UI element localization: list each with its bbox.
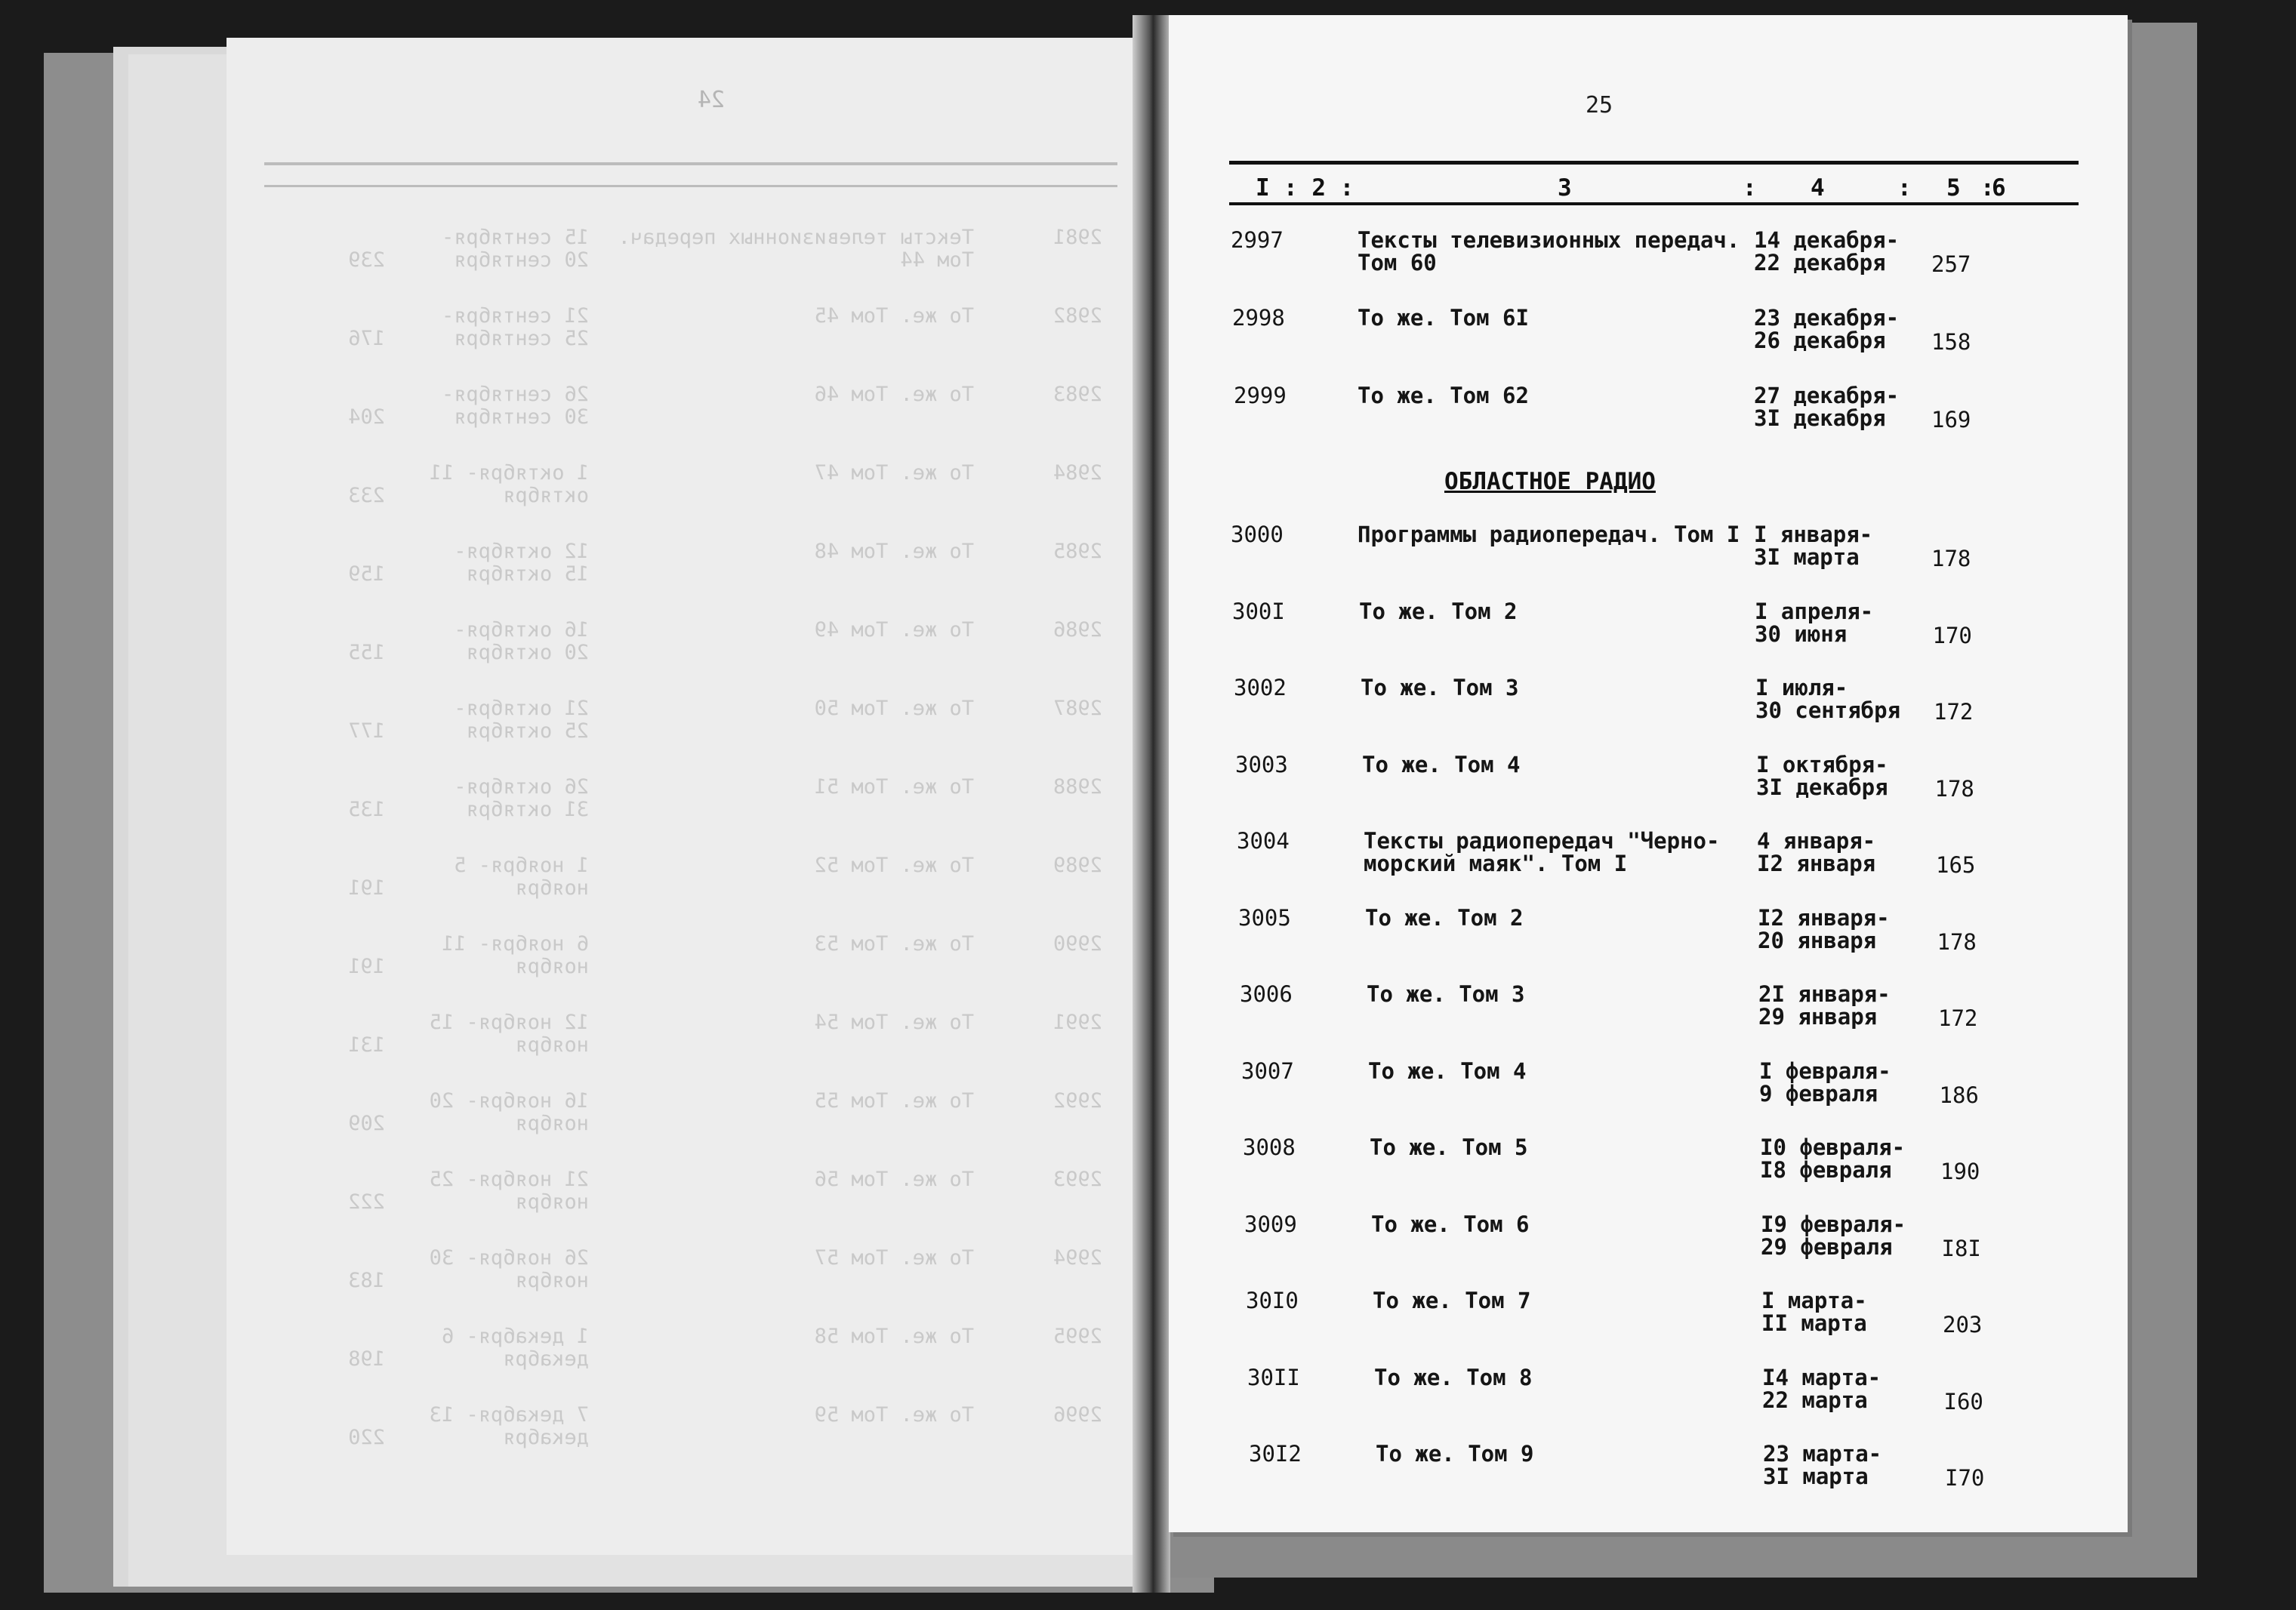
left-row-dates: 12 ноября- 15 ноября: [429, 1011, 589, 1057]
row-dates: I2 января- 20 января: [1758, 904, 1890, 953]
row-dates: I марта- II марта: [1761, 1288, 1867, 1336]
left-row-dates: 16 октября- 20 октября: [454, 618, 589, 664]
left-row-dates: 26 октября- 31 октября: [454, 775, 589, 821]
right-page: [1169, 15, 2128, 1532]
row-title: То же. Том 6I: [1358, 305, 1529, 331]
row-id: 30II: [1247, 1364, 1300, 1390]
row-id: 3006: [1240, 981, 1293, 1007]
row-id: 30I2: [1249, 1441, 1302, 1467]
header-sep-3: :: [1743, 174, 1757, 202]
row-dates: I июля- 30 сентября: [1755, 675, 1901, 723]
left-row-title: То же. Том 49: [814, 618, 974, 642]
book-gutter: [1133, 15, 1170, 1593]
left-row-count: 233: [348, 484, 385, 507]
left-row-id: 2992: [1052, 1089, 1102, 1113]
row-title: То же. Том 9: [1376, 1441, 1534, 1467]
left-row-title: То же. Том 47: [814, 461, 974, 485]
left-row-count: 177: [348, 719, 385, 743]
row-title: То же. Том 4: [1362, 751, 1521, 777]
row-title: То же. Том 4: [1368, 1057, 1527, 1084]
left-row-count: 204: [348, 405, 385, 429]
row-count: 170: [1932, 622, 1972, 648]
left-row-title: То же. Том 59: [814, 1403, 974, 1427]
row-id: 3007: [1241, 1057, 1294, 1084]
left-row-dates: 21 октября- 25 октября: [454, 697, 589, 743]
left-row-id: 2988: [1052, 775, 1102, 799]
left-row-dates: 1 декабря- 6 декабря: [441, 1325, 589, 1371]
left-row-title: То же. Том 51: [814, 775, 974, 799]
left-row-dates: 21 ноября- 25 ноября: [429, 1168, 589, 1214]
row-dates: I0 февраля- I8 февраля: [1760, 1134, 1906, 1183]
left-row-id: 2991: [1052, 1011, 1102, 1034]
left-row-id: 2985: [1052, 540, 1102, 563]
left-row-dates: 26 сентября- 30 сентября: [441, 383, 589, 429]
left-page: [227, 38, 1148, 1555]
row-title: То же. Том 6: [1371, 1211, 1530, 1237]
left-header-rule-top: [264, 162, 1117, 165]
left-row-title: То же. Том 46: [814, 383, 974, 406]
row-title: Тексты телевизионных передач. Том 60: [1358, 227, 1740, 276]
row-count: 172: [1938, 1005, 1978, 1031]
row-dates: I4 марта- 22 марта: [1762, 1364, 1881, 1413]
left-row-dates: 1 ноября- 5 ноября: [454, 854, 589, 900]
left-row-id: 2990: [1052, 932, 1102, 956]
row-title: Тексты радиопередач "Черно- морский маяк". Том I: [1364, 828, 1720, 876]
left-row-dates: 12 октября- 15 октября: [454, 540, 589, 586]
row-dates: I января- 3I марта: [1754, 522, 1873, 570]
left-row-id: 2994: [1052, 1246, 1102, 1270]
left-row-count: 176: [348, 327, 385, 350]
row-count: 178: [1937, 928, 1977, 955]
left-row-title: То же. Том 50: [814, 697, 974, 720]
left-row-dates: 6 ноября- 11 ноября: [441, 932, 589, 978]
left-row-count: 191: [348, 876, 385, 900]
left-row-id: 2986: [1052, 618, 1102, 642]
left-row-id: 2984: [1052, 461, 1102, 485]
row-dates: I9 февраля- 29 февраля: [1761, 1211, 1906, 1260]
row-dates: 2I января- 29 января: [1758, 981, 1891, 1030]
left-row-count: 222: [348, 1190, 385, 1214]
row-count: 190: [1940, 1159, 1980, 1184]
section-title: ОБЛАСТНОЕ РАДИО: [1444, 468, 1656, 495]
left-row-id: 2987: [1052, 697, 1102, 720]
header-rule-bottom: [1229, 202, 2079, 205]
left-row-title: То же. Том 45: [814, 304, 974, 328]
left-row-count: 191: [348, 955, 385, 978]
row-count: 203: [1943, 1312, 1983, 1338]
header-col-3: 3: [1558, 174, 1572, 202]
row-count: I8I: [1941, 1235, 1981, 1261]
row-title: То же. Том 3: [1367, 981, 1525, 1007]
row-count: I70: [1945, 1465, 1985, 1491]
header-col-1: I: [1256, 174, 1270, 202]
row-dates: 4 января- I2 января: [1757, 828, 1876, 876]
row-title: То же. Том 62: [1358, 383, 1529, 408]
left-row-dates: 21 сентября- 25 сентября: [441, 304, 589, 350]
left-row-count: 183: [348, 1269, 385, 1292]
left-row-title: То же. Том 53: [814, 932, 974, 956]
page-number: 25: [1586, 92, 1613, 119]
row-count: 158: [1931, 329, 1971, 355]
left-row-id: 2982: [1052, 304, 1102, 328]
left-row-title: То же. Том 56: [814, 1168, 974, 1191]
row-title: То же. Том 3: [1361, 675, 1519, 700]
row-dates: I февраля- 9 февраля: [1759, 1057, 1891, 1107]
row-title: То же. Том 7: [1373, 1288, 1531, 1313]
header-col-4: 4: [1811, 174, 1825, 202]
row-id: 3008: [1243, 1134, 1296, 1160]
row-id: 3004: [1237, 828, 1290, 854]
left-row-id: 2995: [1052, 1325, 1102, 1348]
left-row-title: То же. Том 57: [814, 1246, 974, 1270]
left-row-dates: 16 ноября- 20 ноября: [429, 1089, 589, 1135]
header-sep-5: :: [1980, 174, 1995, 202]
row-title: То же. Том 5: [1370, 1134, 1528, 1160]
row-id: 3003: [1235, 751, 1288, 777]
left-row-title: То же. Том 52: [814, 854, 974, 877]
row-id: 3000: [1231, 522, 1284, 547]
header-rule-top: [1229, 161, 2079, 165]
header-col-2: : 2 :: [1284, 174, 1354, 202]
left-row-count: 159: [348, 562, 385, 586]
left-row-title: То же. Том 55: [814, 1089, 974, 1113]
left-row-count: 220: [348, 1426, 385, 1449]
left-row-id: 2993: [1052, 1168, 1102, 1191]
row-id: 2997: [1231, 227, 1284, 253]
row-id: 3002: [1234, 675, 1287, 700]
header-col-5: 5: [1946, 174, 1961, 202]
left-row-dates: 7 декабря- 13 декабря: [429, 1403, 589, 1449]
row-dates: 27 декабря- 3I декабря: [1754, 383, 1900, 431]
row-title: Программы радиопередач. Том I: [1358, 522, 1740, 547]
row-title: То же. Том 2: [1365, 904, 1524, 931]
left-row-id: 2981: [1052, 226, 1102, 249]
row-title: То же. Том 8: [1374, 1364, 1533, 1390]
left-row-title: То же. Том 58: [814, 1325, 974, 1348]
row-count: 186: [1939, 1082, 1979, 1108]
left-row-id: 2983: [1052, 383, 1102, 406]
row-dates: 14 декабря- 22 декабря: [1754, 227, 1900, 276]
left-row-id: 2996: [1052, 1403, 1102, 1427]
row-dates: I апреля- 30 июня: [1755, 598, 1874, 647]
row-id: 30I0: [1246, 1288, 1299, 1313]
left-row-count: 131: [348, 1033, 385, 1057]
row-count: 178: [1934, 775, 1974, 802]
left-row-dates: 15 сентября- 20 сентября: [441, 226, 589, 272]
row-id: 3005: [1238, 904, 1291, 931]
left-row-title: Тексты телевизионных передач. Том 44: [618, 226, 974, 272]
row-id: 3009: [1244, 1211, 1297, 1237]
row-id: 300I: [1232, 598, 1285, 624]
row-count: 169: [1931, 407, 1971, 433]
left-row-title: То же. Том 48: [814, 540, 974, 563]
left-header-rule-bottom: [264, 185, 1117, 187]
row-count: 172: [1934, 699, 1974, 725]
row-count: 178: [1931, 546, 1971, 571]
left-page-number: 24: [697, 87, 725, 113]
left-row-count: 209: [348, 1112, 385, 1135]
left-row-dates: 26 ноября- 30 ноября: [429, 1246, 589, 1292]
row-count: 257: [1931, 251, 1971, 277]
row-dates: 23 марта- 3I марта: [1763, 1441, 1882, 1489]
header-col-6: 6: [1992, 174, 2006, 202]
left-row-count: 155: [348, 641, 385, 664]
row-count: I60: [1943, 1388, 1983, 1415]
left-row-title: То же. Том 54: [814, 1011, 974, 1034]
left-row-dates: 1 октября- 11 октября: [429, 461, 589, 507]
row-count: 165: [1936, 852, 1976, 878]
row-dates: 23 декабря- 26 декабря: [1754, 305, 1900, 353]
left-row-count: 239: [348, 248, 385, 272]
row-id: 2999: [1234, 383, 1287, 408]
row-dates: I октября- 3I декабря: [1756, 751, 1888, 800]
header-sep-4: :: [1897, 174, 1912, 202]
left-row-id: 2989: [1052, 854, 1102, 877]
row-id: 2998: [1232, 305, 1285, 331]
left-page-mirrored-content: [227, 38, 1148, 1555]
left-row-count: 198: [348, 1347, 385, 1371]
left-row-count: 135: [348, 798, 385, 821]
row-title: То же. Том 2: [1359, 598, 1518, 624]
